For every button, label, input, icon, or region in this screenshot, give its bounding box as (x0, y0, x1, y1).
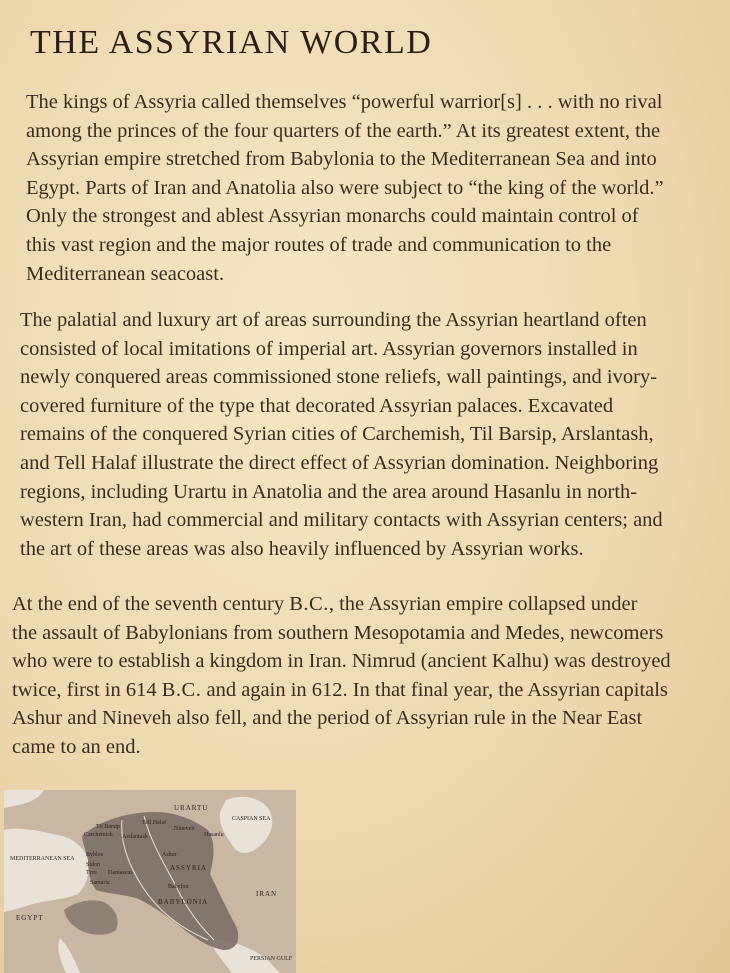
text-line: western Iran, had commercial and military contacts with Assyrian centers; and (20, 509, 663, 532)
text-line: regions, including Urartu in Anatolia and the area around Hasanlu in north- (20, 480, 638, 503)
text-line: the art of these areas was also heavily influenced by Assyrian works. (20, 537, 584, 560)
text-line: who were to establish a kingdom in Iran. Nimrud (ancient Kalhu) was destroyed (12, 650, 671, 673)
text-line: The palatial and luxury art of areas surrounding the Assyrian heartland often (20, 309, 647, 331)
label-babylonia: BABYLONIA (158, 898, 209, 906)
text-line: Mediterranean seacoast. (26, 262, 225, 285)
text-segment: At the end of the seventh century (12, 593, 290, 615)
label-persian-gulf: PERSIAN GULF (250, 956, 293, 962)
label-til-barsip: Til Barsip (96, 824, 120, 830)
text-line: remains of the conquered Syrian cities of Carchemish, Til Barsip, Arslantash, (20, 423, 654, 446)
text-line: came to an end. (12, 735, 141, 758)
text-line: this vast region and the major routes of trade and communication to the (26, 233, 612, 256)
text-line (12, 676, 730, 705)
era-abbreviation: B.C. (289, 593, 329, 615)
map-svg (4, 790, 296, 973)
label-iran: IRAN (256, 890, 278, 898)
text-line: covered furniture of the type that decorated Assyrian palaces. Excavated (20, 394, 614, 417)
label-arslantash: Arslantash (122, 834, 148, 840)
label-hasanlu: Hasanlu (204, 832, 224, 838)
label-nineveh: Nineveh (174, 826, 195, 832)
panel-title: THE ASSYRIAN WORLD (30, 24, 433, 61)
label-tyre: Tyre (86, 870, 97, 876)
label-samaria: Samaria (90, 880, 110, 886)
text-line: and Tell Halaf illustrate the direct effect of Assyrian domination. Neighboring (20, 451, 659, 474)
text-line: consisted of local imitations of imperial art. Assyrian governors installed in (20, 337, 638, 360)
label-carchemish: Carchemish (84, 832, 113, 838)
label-babylon: Babylon (168, 884, 189, 890)
text-segment: , the Assyrian empire collapsed under (328, 593, 638, 615)
label-mediterranean: MEDITERRANEAN SEA (10, 856, 75, 862)
label-sidon: Sidon (86, 862, 101, 868)
text-line: Only the strongest and ablest Assyrian monarchs could maintain control of (26, 205, 639, 228)
text-line: Assyrian empire stretched from Babylonia to the Mediterranean Sea and into (26, 148, 657, 171)
label-egypt: EGYPT (16, 914, 44, 922)
label-byblos: Byblos (86, 852, 104, 858)
text-line: Ashur and Nineveh also fell, and the period of Assyrian rule in the Near East (12, 707, 643, 730)
label-assyria: ASSYRIA (170, 864, 207, 872)
text-line: The kings of Assyria called themselves “powerful warrior[s] . . . with no rival (26, 91, 663, 113)
text-segment: and again in 612. In that final year, the Assyrian capitals (201, 678, 668, 701)
text-line (12, 590, 730, 619)
paragraph-1 (26, 88, 716, 288)
paragraph-3 (12, 590, 730, 762)
text-line: the assault of Babylonians from southern Mesopotamia and Medes, newcomers (12, 621, 664, 644)
text-line: Egypt. Parts of Iran and Anatolia also were subject to “the king of the world.” (26, 176, 664, 199)
text-segment: twice, first in 614 (12, 678, 162, 701)
label-tell-halaf: Tell Halaf (142, 820, 167, 826)
era-abbreviation: B.C. (161, 678, 202, 701)
label-caspian: CASPIAN SEA (232, 816, 271, 822)
label-ashur: Ashur (162, 852, 177, 858)
text-line: among the princes of the four quarters of the earth.” At its greatest extent, the (26, 119, 661, 142)
label-damascus: Damascus (108, 870, 133, 876)
label-urartu: URARTU (174, 804, 209, 812)
assyrian-world-map (4, 790, 296, 973)
paragraph-2 (20, 306, 720, 563)
text-line: newly conquered areas commissioned stone reliefs, wall paintings, and ivory- (20, 366, 658, 389)
